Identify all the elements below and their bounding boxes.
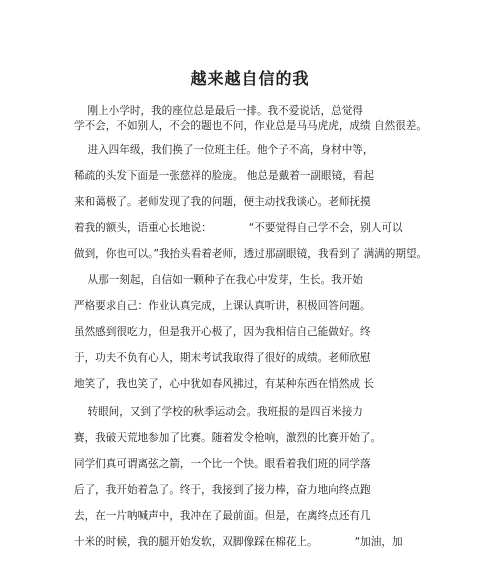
text-line: 地笑了，我也笑了，心中犹如春风拂过，有某种东西在悄然成 长	[74, 378, 374, 390]
text-line: 做到，你也可以。”我抬头看着老师，透过那副眼镜，我看到了 满满的期望。	[74, 248, 428, 260]
text-line: 刚上小学时，我的座位总是最后一排。我不爱说话，总觉得	[74, 105, 363, 117]
text-line: 于，功夫不负有心人，期末考试我取得了很好的成绩。老师欣慰	[74, 352, 371, 364]
text-line: 转眼间，又到了学校的秋季运动会。我班报的是四百米接力	[74, 406, 363, 418]
text-line: 同学们真可谓离弦之箭，一个比一个快。眼看着我们班的同学落	[74, 458, 371, 470]
text-line: 稀疏的头发下面是一张慈祥的脸庞。 他总是戴着一副眼镜，看起	[74, 170, 374, 182]
text-line: 着我的额头，语重心长地说： “不要觉得自己学不会，别人可以	[74, 222, 403, 234]
text-line: 严格要求自己：作业认真完成，上课认真听讲，积极回答问题。	[74, 300, 371, 312]
text-line: 虽然感到很吃力，但是我开心极了，因为我相信自己能做好。终	[74, 326, 371, 338]
text-line: 从那一刻起，自信如一颗种子在我心中发芽，生长。我开始	[74, 274, 363, 286]
document-title: 越来越自信的我	[190, 69, 310, 88]
text-line: 后了，我开始着急了。终于，我接到了接力棒，奋力地向终点跑	[74, 484, 371, 496]
text-line: 来和蔼极了。老师发现了我的问题，便主动找我谈心。老师抚摸	[74, 196, 371, 208]
text-line: 赛，我破天荒地参加了比赛。随着发令枪响，激烈的比赛开始了。	[74, 432, 382, 444]
text-line: 十米的时候，我的腿开始发软，双脚像踩在棉花上。 “加油，加	[74, 536, 403, 548]
text-line: 进入四年级，我们换了一位班主任。他个子不高，身材中等，	[74, 144, 374, 156]
text-line: 去，在一片呐喊声中，我冲在了最前面。但是，在离终点还有几	[74, 510, 371, 522]
text-line: 学不会，不如别人，不会的题也不问，作业总是马马虎虎，成绩 自然很差。	[74, 120, 427, 132]
